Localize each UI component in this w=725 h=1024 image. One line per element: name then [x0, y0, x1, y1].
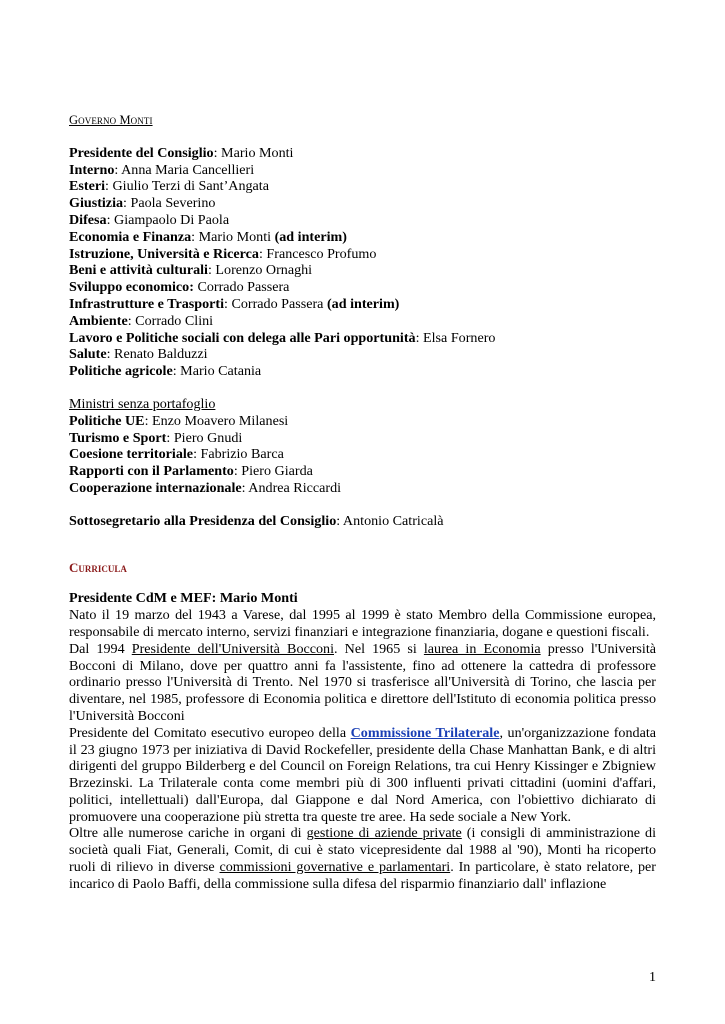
minister-line: [69, 145, 656, 162]
text-span: Dal 1994: [69, 640, 132, 657]
subtitle-text: Presidente CdM e MEF: Mario Monti: [69, 590, 298, 607]
text-span: (i consigli di amministrazione di società quali Fiat, Generali, Comit, di cui è stato vicepresidente dal 1988 al '90), Monti ha ricoperto ruoli di rilievo in diverse: [69, 825, 656, 876]
separator: :: [127, 312, 136, 329]
paragraph-4: [69, 825, 656, 892]
minister-line: [69, 296, 656, 313]
person-name: Andrea Riccardi: [248, 479, 342, 496]
separator: :: [207, 262, 216, 279]
person-name: Enzo Moavero Milanesi: [152, 412, 289, 429]
person-name: Giampaolo Di Paola: [114, 211, 230, 228]
role-label: Beni e attività culturali: [69, 262, 208, 279]
minister-line: [69, 246, 656, 263]
separator: :: [415, 329, 424, 346]
person-name: Corrado Clini: [135, 312, 214, 329]
minister-line: [69, 262, 656, 279]
minister-line: [69, 229, 656, 246]
separator: :: [213, 144, 222, 161]
person-name: Lorenzo Ornaghi: [215, 262, 313, 279]
person-name: Mario Catania: [180, 363, 262, 380]
text-span: . In particolare, è stato relatore, per incarico di Paolo Baffi, della commissione sulla difesa del risparmio finanziario dall' inflazione: [69, 859, 656, 892]
person-name: Corrado Passera: [197, 279, 290, 296]
no-portfolio-list: [69, 413, 656, 497]
person-name: Francesco Profumo: [266, 245, 377, 262]
role-label: Istruzione, Università e Ricerca: [69, 245, 259, 262]
interim-note: (ad interim): [274, 228, 347, 245]
undersecretary-line: [69, 513, 656, 530]
minister-line: [69, 463, 656, 480]
person-name: Renato Balduzzi: [114, 346, 208, 363]
page-number: 1: [649, 970, 656, 985]
document-body: [69, 112, 656, 893]
paragraph-1: Nato il 19 marzo del 1943 a Varese, dal 1995 al 1999 è stato Membro della Commissione europea, responsabile di mercato interno, servizi finanziari e integrazione finanziaria, dogane e questioni fiscali.: [69, 607, 656, 640]
role-label: Difesa: [69, 211, 107, 228]
minister-line: [69, 313, 656, 330]
underlined-text: Presidente dell'Università Bocconi: [131, 640, 335, 657]
separator: :: [166, 429, 174, 446]
minister-line: [69, 212, 656, 229]
role-label: Lavoro e Politiche sociali con delega alle Pari opportunità: [69, 329, 416, 346]
separator: :: [258, 245, 267, 262]
no-portfolio-title: Ministri senza portafoglio: [69, 395, 216, 412]
minister-line: [69, 413, 656, 430]
minister-line: [69, 162, 656, 179]
minister-line: [69, 178, 656, 195]
separator: :: [193, 446, 201, 463]
text-span: Presidente del Comitato esecutivo europeo della: [69, 724, 351, 741]
separator: :: [123, 195, 131, 212]
role-label: Giustizia: [69, 195, 124, 212]
separator: :: [106, 211, 115, 228]
separator: :: [191, 228, 199, 245]
role-label: Politiche UE: [69, 412, 145, 429]
section-title-curricula: Curricula: [69, 559, 127, 575]
role-label: Cooperazione internazionale: [69, 479, 242, 496]
minister-line: [69, 480, 656, 497]
trilateral-commission-link[interactable]: Commissione Trilaterale: [350, 724, 500, 741]
separator: :: [224, 295, 232, 312]
role-label: Rapporti con il Parlamento: [69, 463, 234, 480]
role-label: Turismo e Sport: [69, 429, 167, 446]
role-label: Interno: [69, 161, 115, 178]
person-name: Anna Maria Cancellieri: [121, 161, 255, 178]
curricula-subtitle: [69, 590, 656, 607]
person-name: Mario Monti: [221, 144, 294, 161]
minister-line: [69, 363, 656, 380]
person-name: Antonio Catricalà: [342, 512, 444, 529]
role-label: Sviluppo economico:: [69, 279, 194, 296]
interim-note: (ad interim): [326, 295, 400, 312]
separator: :: [336, 512, 343, 529]
role-label: Coesione territoriale: [69, 446, 194, 463]
separator: :: [114, 161, 122, 178]
separator: :: [106, 346, 115, 363]
ministers-list: [69, 145, 656, 380]
section-title-governo: Governo Monti: [69, 113, 153, 127]
separator: :: [144, 412, 153, 429]
person-name: Paola Severino: [130, 195, 216, 212]
separator: :: [233, 463, 242, 480]
separator: :: [105, 178, 113, 195]
text-span: Oltre alle numerose cariche in organi di: [69, 825, 307, 842]
role-label: Esteri: [69, 178, 106, 195]
text-span: . Nel 1965 si: [334, 640, 424, 657]
role-label: Ambiente: [69, 312, 128, 329]
role-label: Presidente del Consiglio: [69, 144, 214, 161]
person-name: Giulio Terzi di Sant’Angata: [112, 178, 269, 195]
minister-line: [69, 430, 656, 447]
text-span: presso l'Università Bocconi di Milano, dove per quattro anni fa l'assistente, fino ad ottenere la cattedra di professore ordinario presso l'Università di Trento. Nel 1970 si trasferisce all'Università di Torino, che lascia per diventare, nel 1985, professore di Economia politica e direttore dell'Istituto di economia politica presso l'Università Bocconi: [69, 640, 657, 724]
person-name: Corrado Passera: [231, 295, 327, 312]
person-name: Piero Gnudi: [173, 429, 243, 446]
role-label: Salute: [69, 346, 107, 363]
role-label: Infrastrutture e Trasporti: [69, 295, 225, 312]
minister-line: [69, 279, 656, 296]
role-label: Sottosegretario alla Presidenza del Consiglio: [69, 512, 337, 529]
paragraph-2: [69, 641, 656, 725]
paragraph-3: [69, 725, 656, 826]
person-name: Elsa Fornero: [423, 329, 496, 346]
person-name: Fabrizio Barca: [200, 446, 284, 463]
minister-line: [69, 330, 656, 347]
separator: :: [172, 363, 181, 380]
person-name: Piero Giarda: [241, 463, 313, 480]
underlined-text: laurea in Economia: [423, 640, 541, 657]
minister-line: [69, 446, 656, 463]
text-span: , un'organizzazione fondata il 23 giugno 1973 per iniziativa di David Rockefeller, presidente della Chase Manhattan Bank, e di altri dirigenti del gruppo Bilderberg e del Council on Foreign Relations, tra cui Henry Kissinger e Zbigniew Brzezinski. La Trilaterale conta come membri più di 300 influenti privati cittadini (uomini d'affari, politici, intellettuali) dall'Europa, dal Giappone e dal Nord America, con l'obiettivo dichiarato di promuovere una cooperazione più stretta tra queste tre aree. Ha sede sociale a New York.: [69, 724, 656, 825]
underlined-text: commissioni governative e parlamentari: [219, 859, 451, 876]
minister-line: [69, 195, 656, 212]
role-label: Economia e Finanza: [69, 228, 192, 245]
minister-line: [69, 346, 656, 363]
role-label: Politiche agricole: [69, 363, 173, 380]
separator: :: [241, 479, 249, 496]
underlined-text: gestione di aziende private: [306, 825, 462, 842]
person-name: Mario Monti: [198, 228, 275, 245]
